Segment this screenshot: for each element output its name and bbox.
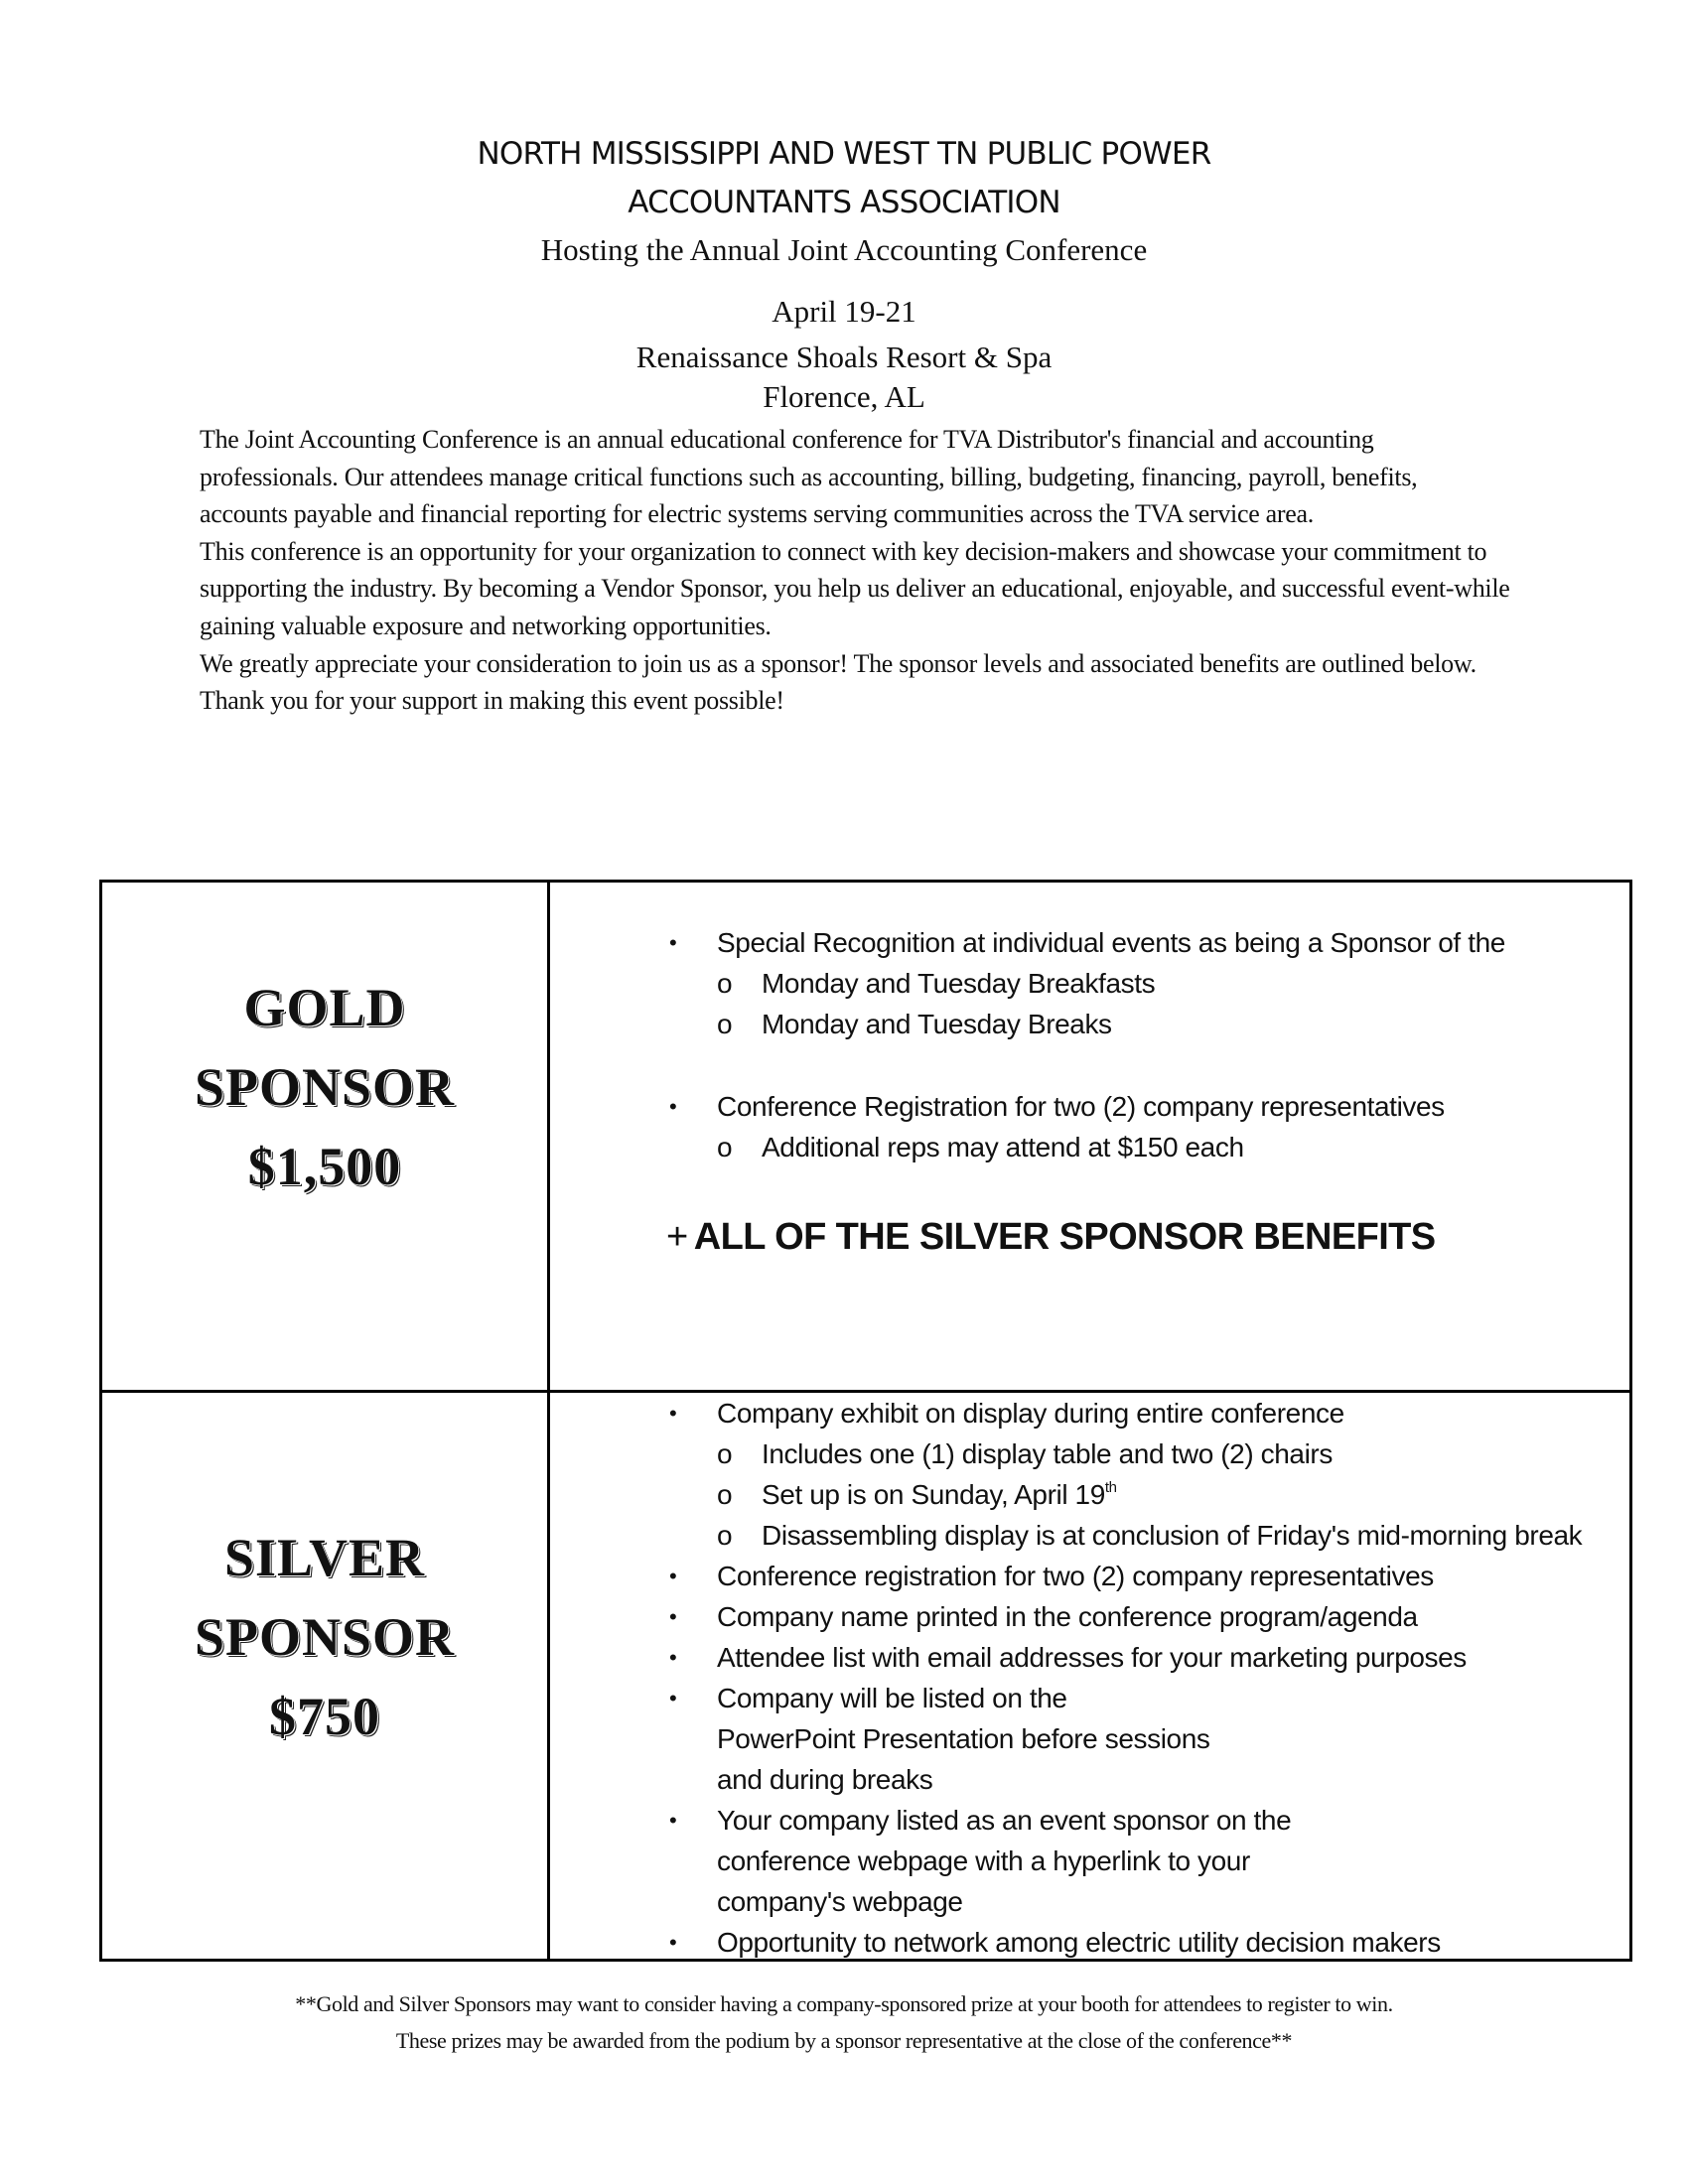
plus-icon: + — [666, 1216, 688, 1258]
footnote — [0, 1985, 1688, 2059]
benefit-text: Your company listed as an event sponsor on the conference webpage with a hyperlink to your company's webpage — [717, 1805, 1292, 1917]
footnote-line: These prizes may be awarded from the podium by a sponsor representative at the close of the conference** — [395, 2028, 1293, 2053]
list-item — [550, 1127, 1629, 1167]
org-name-line2: ACCOUNTANTS ASSOCIATION — [628, 185, 1060, 220]
gold-benefits-list — [550, 922, 1629, 1270]
footnote-line: **Gold and Silver Sponsors may want to consider having a company-sponsored prize at your booth for attendees to register to win. — [295, 1991, 1393, 2016]
bullet-icon: • — [669, 1645, 677, 1670]
gold-tier-price: $1,500 — [247, 1137, 402, 1196]
bullet-icon: • — [669, 930, 677, 955]
list-item — [550, 1800, 1629, 1922]
list-item — [550, 1922, 1629, 1963]
silver-tier-name: SILVER — [223, 1528, 426, 1587]
bullet-icon: • — [669, 1604, 677, 1629]
org-name-line1: NORTH MISSISSIPPI AND WEST TN PUBLIC POWER — [477, 136, 1211, 172]
list-item — [550, 1004, 1629, 1044]
gold-tier-label — [102, 968, 547, 1206]
benefit-text: Conference Registration for two (2) company representatives — [717, 1091, 1445, 1122]
bullet-icon: • — [669, 1094, 677, 1119]
benefit-text: Attendee list with email addresses for your marketing purposes — [717, 1642, 1467, 1673]
conference-subtitle: Hosting the Annual Joint Accounting Conference — [540, 232, 1148, 267]
list-item — [550, 1393, 1629, 1433]
benefit-text: Special Recognition at individual events as being a Sponsor of the — [717, 927, 1505, 958]
sub-bullet-icon: o — [717, 968, 733, 999]
sub-bullet-icon: o — [717, 1520, 733, 1551]
bullet-icon: • — [669, 1564, 677, 1588]
benefit-text: Opportunity to network among electric utility decision makers — [717, 1927, 1441, 1958]
list-item — [550, 1086, 1629, 1127]
gold-tier-name: SPONSOR — [194, 1057, 456, 1117]
ordinal-suffix: th — [1104, 1479, 1117, 1496]
intro-paragraph: We greatly appreciate your consideration to join us as a sponsor! The sponsor levels and associated benefits are outlined below. — [200, 648, 1477, 678]
sub-bullet-icon: o — [717, 1438, 733, 1469]
list-item — [550, 1515, 1629, 1556]
list-item — [550, 963, 1629, 1004]
bullet-icon: • — [669, 1401, 677, 1426]
sponsor-tiers-table — [99, 880, 1632, 1962]
benefit-text: Company will be listed on the PowerPoint Presentation before sessions and during breaks — [717, 1683, 1210, 1795]
bullet-icon: • — [669, 1686, 677, 1710]
list-item — [550, 1637, 1629, 1678]
benefit-text: Monday and Tuesday Breaks — [762, 1009, 1112, 1039]
sub-bullet-icon: o — [717, 1479, 733, 1510]
benefit-text: Additional reps may attend at $150 each — [762, 1132, 1244, 1162]
intro-text — [200, 421, 1510, 720]
silver-tier-label — [102, 1518, 547, 1756]
spacer — [550, 1044, 1629, 1086]
silver-tier-price: $750 — [269, 1687, 380, 1746]
benefit-text: Includes one (1) display table and two (2) chairs — [762, 1438, 1333, 1469]
list-item — [550, 1433, 1629, 1474]
conference-city: Florence, AL — [763, 379, 925, 414]
list-item — [550, 1596, 1629, 1637]
benefit-text: Company name printed in the conference program/agenda — [717, 1601, 1418, 1632]
intro-paragraph: The Joint Accounting Conference is an annual educational conference for TVA Distributor's financial and accounting professionals. Our attendees manage critical functions such as accounting, billing, budgeting, financing, payroll, benefits, accounts payable and financial reporting for electric systems serving communities across the TVA service area. — [200, 425, 1418, 529]
silver-tier-name: SPONSOR — [194, 1607, 456, 1667]
sub-bullet-icon: o — [717, 1009, 733, 1039]
intro-paragraph: This conference is an opportunity for your organization to connect with key decision-makers and showcase your commitment to supporting the industry. By becoming a Vendor Sponsor, you help us deliver an educational, enjoyable, and successful event-while gaining valuable exposure and networking opportunities. — [200, 536, 1510, 640]
list-item — [550, 1678, 1629, 1800]
plus-text: ALL OF THE SILVER SPONSOR BENEFITS — [693, 1216, 1436, 1258]
benefit-text: Disassembling display is at conclusion of Friday's mid-morning break — [762, 1520, 1583, 1551]
gold-tier-name: GOLD — [243, 978, 406, 1037]
list-item — [550, 1556, 1629, 1596]
list-item — [550, 1474, 1629, 1515]
conference-venue: Renaissance Shoals Resort & Spa — [635, 340, 1053, 374]
benefit-text: Conference registration for two (2) company representatives — [717, 1561, 1434, 1591]
silver-benefits-list — [550, 1393, 1629, 1963]
benefit-text: Monday and Tuesday Breakfasts — [762, 968, 1156, 999]
intro-paragraph: Thank you for your support in making this event possible! — [200, 686, 784, 716]
silver-benefits-included — [550, 1207, 1629, 1270]
benefit-text: Set up is on Sunday, April 19 — [762, 1479, 1105, 1510]
conference-dates: April 19-21 — [772, 294, 916, 329]
sub-bullet-icon: o — [717, 1132, 733, 1162]
bullet-icon: • — [669, 1930, 677, 1955]
bullet-icon: • — [669, 1808, 677, 1833]
list-item — [550, 922, 1629, 963]
benefit-text: Company exhibit on display during entire conference — [717, 1398, 1344, 1429]
